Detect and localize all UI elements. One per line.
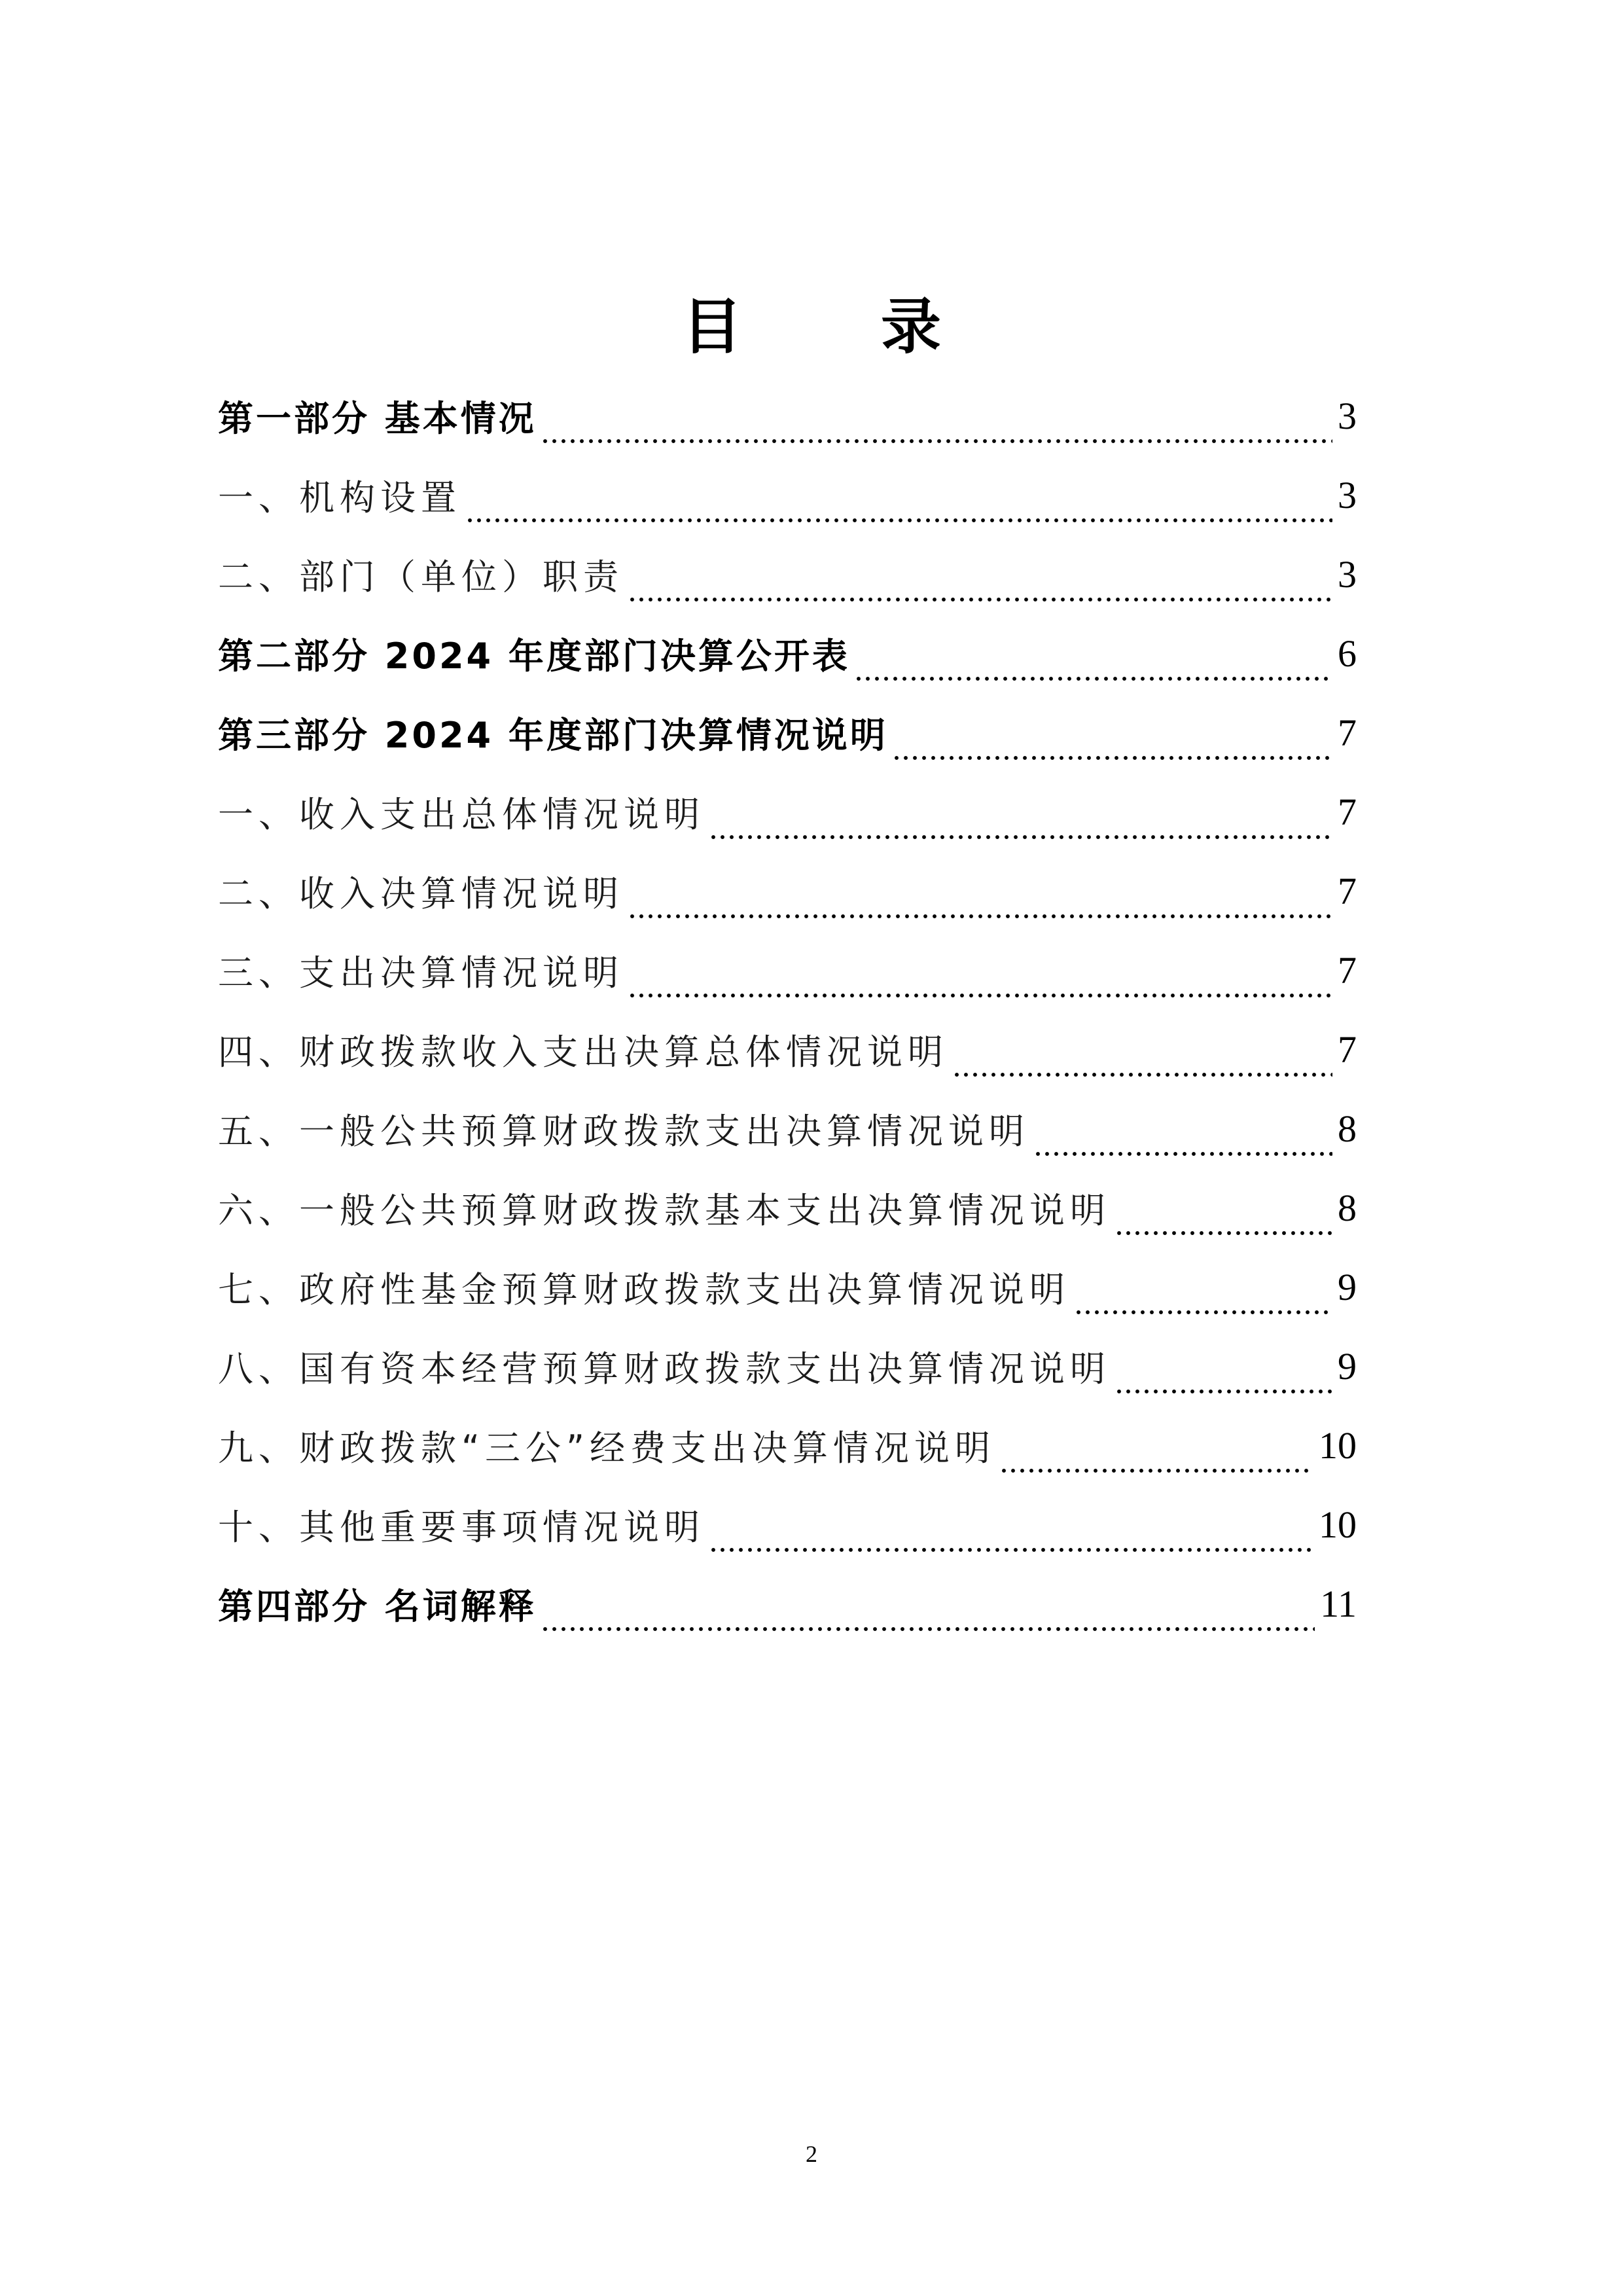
toc-entry-page-number: 3 <box>1338 553 1357 596</box>
toc-entry-page-number: 7 <box>1338 1028 1357 1071</box>
table-of-contents <box>218 376 1357 1643</box>
toc-entry-page-number: 6 <box>1338 632 1357 675</box>
toc-subsection-entry[interactable] <box>218 772 1357 852</box>
toc-entry-page-number: 8 <box>1338 1107 1357 1150</box>
toc-entry-label: 第三部分 2024 年度部门决算情况说明 <box>218 715 888 756</box>
toc-entry-label: 第一部分 基本情况 <box>218 398 537 439</box>
toc-subsection-entry[interactable] <box>218 1485 1357 1564</box>
toc-dot-leader <box>628 886 1332 921</box>
toc-dot-leader <box>1074 1282 1332 1317</box>
toc-subsection-entry[interactable] <box>218 1247 1357 1327</box>
toc-dot-leader <box>952 1044 1332 1079</box>
toc-subsection-entry[interactable] <box>218 535 1357 614</box>
toc-entry-label: 二、收入决算情况说明 <box>218 873 624 914</box>
toc-entry-page-number: 7 <box>1338 870 1357 912</box>
toc-subsection-entry[interactable] <box>218 456 1357 535</box>
toc-subsection-entry[interactable] <box>218 1327 1357 1406</box>
toc-entry-label: 第二部分 2024 年度部门决算公开表 <box>218 636 850 677</box>
toc-entry-page-number: 9 <box>1338 1266 1357 1308</box>
toc-entry-page-number: 3 <box>1338 395 1357 437</box>
toc-entry-label: 八、国有资本经营预算财政拨款支出决算情况说明 <box>218 1348 1111 1390</box>
toc-entry-label: 一、收入支出总体情况说明 <box>218 794 705 835</box>
toc-entry-label: 四、财政拨款收入支出决算总体情况说明 <box>218 1031 948 1073</box>
toc-entry-label: 九、财政拨款“三公”经费支出决算情况说明 <box>218 1427 995 1469</box>
toc-dot-leader <box>854 648 1332 683</box>
toc-entry-label: 十、其他重要事项情况说明 <box>218 1507 705 1548</box>
toc-entry-page-number: 7 <box>1338 791 1357 833</box>
toc-dot-leader <box>1115 1202 1332 1238</box>
toc-subsection-entry[interactable] <box>218 852 1357 931</box>
toc-entry-label: 六、一般公共预算财政拨款基本支出决算情况说明 <box>218 1190 1111 1231</box>
toc-entry-page-number: 10 <box>1319 1424 1357 1467</box>
toc-dot-leader <box>1115 1361 1332 1396</box>
toc-entry-page-number: 11 <box>1320 1583 1357 1625</box>
page-number: 2 <box>806 2141 817 2167</box>
toc-entry-page-number: 9 <box>1338 1345 1357 1388</box>
toc-dot-leader <box>541 1598 1315 1634</box>
toc-title: 目 录 <box>681 292 1001 362</box>
toc-dot-leader <box>465 490 1332 525</box>
toc-subsection-entry[interactable] <box>218 931 1357 1010</box>
toc-dot-leader <box>628 965 1332 1000</box>
toc-dot-leader <box>999 1440 1313 1475</box>
toc-entry-page-number: 8 <box>1338 1187 1357 1229</box>
toc-dot-leader <box>709 1519 1313 1554</box>
toc-section-entry[interactable] <box>218 376 1357 456</box>
toc-entry-page-number: 3 <box>1338 474 1357 516</box>
toc-dot-leader <box>892 727 1332 762</box>
toc-entry-label: 一、机构设置 <box>218 477 461 518</box>
toc-entry-label: 五、一般公共预算财政拨款支出决算情况说明 <box>218 1111 1029 1152</box>
toc-subsection-entry[interactable] <box>218 1089 1357 1168</box>
toc-entry-label: 七、政府性基金预算财政拨款支出决算情况说明 <box>218 1269 1070 1310</box>
toc-entry-label: 三、支出决算情况说明 <box>218 952 624 994</box>
toc-subsection-entry[interactable] <box>218 1406 1357 1485</box>
toc-entry-page-number: 10 <box>1319 1503 1357 1546</box>
toc-dot-leader <box>541 410 1332 446</box>
toc-subsection-entry[interactable] <box>218 1168 1357 1247</box>
toc-entry-page-number: 7 <box>1338 949 1357 992</box>
toc-section-entry[interactable] <box>218 614 1357 693</box>
toc-entry-label: 二、部门（单位）职责 <box>218 556 624 598</box>
toc-entry-page-number: 7 <box>1338 711 1357 754</box>
toc-dot-leader <box>1033 1123 1332 1158</box>
toc-dot-leader <box>628 569 1332 604</box>
toc-section-entry[interactable] <box>218 1564 1357 1643</box>
toc-subsection-entry[interactable] <box>218 1010 1357 1089</box>
toc-entry-label: 第四部分 名词解释 <box>218 1586 537 1627</box>
toc-section-entry[interactable] <box>218 693 1357 772</box>
toc-dot-leader <box>709 806 1332 842</box>
